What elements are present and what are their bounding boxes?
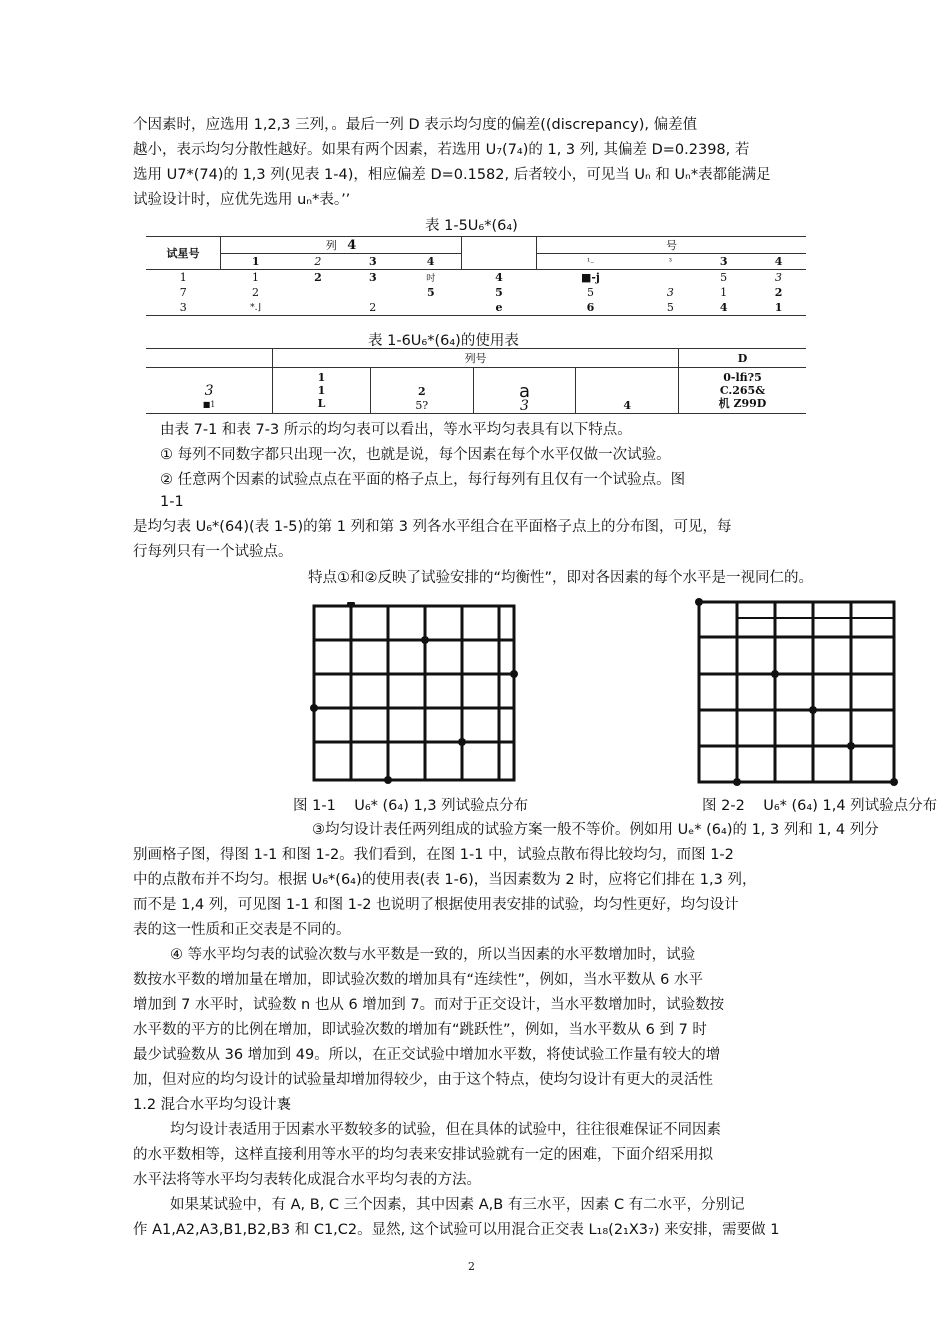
table-cell: a 3 (473, 368, 576, 414)
text-line: 行每列只有一个试验点。 (133, 544, 293, 560)
figure-1-2-grid (695, 598, 900, 788)
figure-caption: 图 1-1 U₆* (6₄) 1,3 列试验点分布 (293, 798, 529, 814)
trial-point (809, 706, 817, 714)
table-header-col: 列 4 (221, 237, 462, 254)
text-line: 而不是 1,4 列，可见图 1-1 和图 1-2 也说明了根据使用表安排的试验，均匀性更好，均匀设计 (133, 897, 739, 913)
table-cell: 1 1 L (273, 368, 371, 414)
trial-point (421, 636, 429, 644)
text-line: 中的点散布并不均匀。根据 U₆*(6₄)的使用表(表 1-6)，当因素数为 2 时，应将它们排在 1,3 列， (133, 872, 757, 888)
figure-caption: 图 2-2 U₆* (6₄) 1,4 列试验点分布 (702, 798, 938, 814)
trial-point (771, 670, 779, 678)
text-line: 选用 U7*(74)的 1,3 列(见表 1-4)，相应偏差 D=0.1582, 后者较小，可见当 Uₙ 和 Uₙ*表都能满足 (133, 167, 771, 183)
table-cell: *.⌋ (221, 300, 291, 316)
text-line: 个因素时，应选用 1,2,3 三列，。最后一列 D 表示均匀度的偏差((discrepancy), 偏差值 (133, 117, 698, 133)
table-cell: 2 (252, 286, 259, 299)
text-line: 的水平数相等，这样直接利用等水平的均匀表来安排试验就有一定的困难，下面介绍采用拟 (133, 1147, 713, 1163)
table-subheader: 3 (696, 254, 751, 270)
table-caption: 表 1-6U₆*(6₄)的使用表 (368, 333, 519, 349)
uniform-design-table (146, 236, 806, 316)
table-subheader: 1 (221, 254, 291, 270)
table-cell: 1 (179, 271, 187, 284)
trial-point (384, 776, 392, 784)
trial-point (847, 742, 855, 750)
text-line: 最少试验数从 36 增加到 49。所以，在正交试验中增加水平数，将使试验工作量有较大的增 (133, 1047, 721, 1063)
trial-point (695, 598, 703, 606)
table-cell: 3 (368, 271, 377, 284)
table-header-trial: 试星号 (146, 237, 221, 270)
text-line: 由表 7-1 和表 7-3 所示的均匀表可以看出，等水平均匀表具有以下特点。 (160, 422, 632, 438)
table-cell: 3 (666, 286, 674, 299)
text-line: 1-1 (160, 494, 184, 510)
table-subheader-blank (461, 254, 536, 270)
table-cell: 5 (495, 286, 503, 299)
text-line: 是均匀表 U₆*(64)(表 1-5)的第 1 列和第 3 列各水平组合在平面格子点上的分布图，可见，每 (133, 519, 732, 535)
table-cell (291, 300, 346, 316)
feature-note: 特点①和②反映了试验安排的“均衡性”，即对各因素的每个水平是一视同仁的。 (308, 570, 814, 586)
grid-border (314, 606, 514, 780)
table-row (146, 368, 806, 414)
table-cell (400, 300, 461, 316)
usage-table (146, 348, 806, 414)
table-cell: 3 ■1 (146, 368, 273, 414)
table-cell: 4 (696, 300, 751, 316)
table-subheader: 3 (345, 254, 400, 270)
text-line: ④ 等水平均匀表的试验次数与水平数是一致的，所以当因素的水平数增加时，试验 (170, 947, 696, 963)
table-caption: 表 1-5U₆*(6₄) (425, 218, 518, 234)
table-cell: e (461, 300, 536, 316)
table-cell: 2 (774, 286, 783, 299)
trial-point (733, 778, 741, 786)
trial-point (890, 778, 898, 786)
table-cell: 4 (576, 368, 679, 414)
text-line: 水平法将等水平均匀表转化成混合水平均匀表的方法。 (133, 1172, 481, 1188)
table-subheader: 4 (751, 254, 806, 270)
table-cell: 5 (720, 271, 728, 284)
text-line: 数按水平数的增加量在增加，即试验次数的增加具有“连续性”，例如，当水平数从 6 水平 (133, 972, 703, 988)
table-cell: 5 (426, 286, 435, 299)
table-cell: 3 (775, 271, 783, 284)
table-cell: 2 (345, 300, 400, 316)
text-line: 作 A1,A2,A3,B1,B2,B3 和 C1,C2。显然, 这个试验可以用混合正交表 L₁₈(2₁X3₇) 来安排，需要做 1 (133, 1222, 780, 1238)
text-line: ③均匀设计表任两列组成的试验方案一般不等价。例如用 Uₑ* (6₄)的 1, 3 列和 1, 4 列分 (312, 822, 879, 838)
table-cell: 7 (179, 286, 187, 299)
table-cell (291, 285, 346, 300)
table-row (146, 270, 806, 286)
figure-1-1-grid (310, 602, 522, 786)
table-header-d: D (679, 349, 807, 368)
text-line: 试验设计时，应优先选用 uₙ*表。’’ (133, 192, 351, 208)
text-line: 如果某试验中，有 A, B, C 三个因素，其中因素 A,B 有三水平，因素 C 有二水平，分别记 (170, 1197, 745, 1213)
table-row (146, 285, 806, 300)
text-line: 表的这一性质和正交表是不同的。 (133, 922, 351, 938)
table-cell: 0-lfi?5 C.265& 机 Z99D (679, 368, 807, 414)
trial-point (458, 738, 466, 746)
table-header-col: 列号 (273, 349, 679, 368)
trial-point (310, 704, 318, 712)
table-header-blank (461, 237, 536, 254)
table-cell: 3 (146, 300, 221, 316)
table-subheader: 4 (400, 254, 461, 270)
table-cell: 4 (495, 271, 503, 284)
table-cell: 2 (314, 271, 322, 284)
table-cell: 1 (252, 271, 259, 284)
table-subheader: ³ (644, 254, 696, 270)
section-heading: 1.2 混合水平均匀设计褢 (133, 1097, 292, 1113)
page-number: 2 (468, 1260, 475, 1273)
text-line: 越小，表示均匀分散性越好。如果有两个因素，若选用 U₇(7₄)的 1, 3 列, 其偏差 D=0.2398, 若 (133, 142, 750, 158)
text-line: ① 每列不同数字都只出现一次，也就是说，每个因素在每个水平仅做一次试验。 (160, 447, 671, 463)
trial-point (510, 670, 518, 678)
text-line: 别画格子图，得图 1-1 和图 1-2。我们看到，在图 1-1 中，试验点散布得比较均匀，而图 1-2 (133, 847, 734, 863)
table-header-num: 号 (536, 237, 806, 254)
grid-border (699, 602, 894, 782)
table-cell: 6 (536, 300, 644, 316)
text-line: 加，但对应的均匀设计的试验量却增加得较少，由于这个特点，使均匀设计有更大的灵活性 (133, 1072, 713, 1088)
table-cell: 1 (751, 300, 806, 316)
text-line: 均匀设计表适用于因素水平数较多的试验，但在具体的试验中，往往很难保证不同因素 (170, 1122, 721, 1138)
table-subheader: ¹₋ (536, 254, 644, 270)
table-cell: 2 5? (370, 368, 473, 414)
table-cell: 5 (586, 286, 594, 299)
table-cell (345, 285, 400, 300)
text-line: 增加到 7 水平时，试验数 n 也从 6 增加到 7。而对于正交设计，当水平数增加时，试验数按 (133, 997, 725, 1013)
table-row (146, 300, 806, 316)
text-line: ② 任意两个因素的试验点点在平面的格子点上，每行每列有且仅有一个试验点。图 (160, 472, 686, 488)
table-header-blank (146, 349, 273, 368)
table-subheader: 2 (291, 254, 346, 270)
table-cell: 1 (720, 286, 728, 299)
table-cell: 吋 (426, 274, 436, 284)
table-cell: 5 (644, 300, 696, 316)
text-line: 水平数的平方的比例在增加，即试验次数的增加有“跳跃性”，例如，当水平数从 6 到 7 时 (133, 1022, 707, 1038)
table-cell: ■-j (580, 271, 600, 284)
table-cell (644, 270, 696, 286)
